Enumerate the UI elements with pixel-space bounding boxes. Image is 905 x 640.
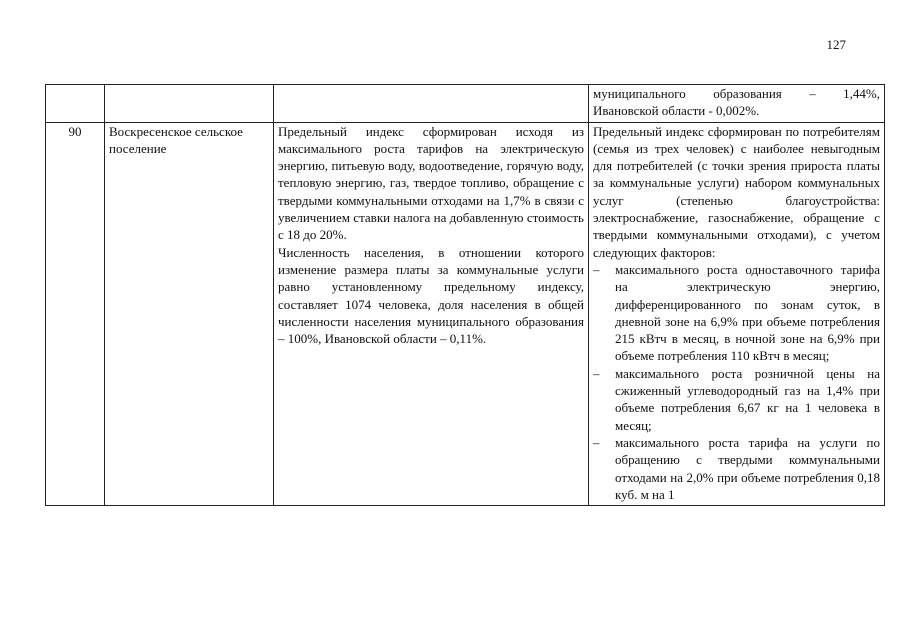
- justification-paragraph-1: Предельный индекс сформирован исходя из максимального роста тарифов на электрическую энергию, питьевую воду, водоотведение, горячую воду, тепловую энергию, газ, твердое топливо, обращение с твердыми коммунальными отходами на 1,7% в связи с увеличением ставки налога на добавленную стоимость с 18 до 20%.: [278, 123, 584, 243]
- municipality-name: Воскресенское сельское поселение: [105, 122, 274, 506]
- tariff-table: [45, 84, 885, 506]
- continuation-line-1: муниципального образования – 1,44%,: [593, 86, 880, 101]
- continuation-row: [46, 85, 885, 123]
- dash-marker: –: [593, 261, 600, 277]
- list-item-text: максимального роста одноставочного тарифа на электрическую энергию, дифференцированного по зонам суток, в дневной зоне на 6,9% при объеме потребления 215 кВтч в месяц, в ночной зоне на 6,9% при объеме потребления 110 кВтч в месяц;: [615, 261, 880, 364]
- page-number: 127: [826, 37, 846, 52]
- cell-factors: [589, 122, 885, 506]
- justification-paragraph-2: Численность населения, в отношении которого изменение размера платы за коммунальные услуги равно установленному предельному индексу, составляет 1074 человека, доля населения в общей численности населения муниципального образования – 100%, Ивановской области – 0,11%.: [278, 244, 584, 347]
- list-item: [593, 434, 880, 503]
- list-item-text: максимального роста розничной цены на сжиженный углеводородный газ на 1,4% при объеме потребления 6,67 кг на 1 человека в месяц;: [615, 365, 880, 433]
- factors-intro: Предельный индекс сформирован по потребителям (семья из трех человек) с наиболее невыгодным для потребителей (с точки зрения прироста платы за коммунальные услуги) набором коммунальных услуг (степенью благоустройства: электроснабжение, газоснабжение, обращение с твердыми коммунальными отходами), с учетом следующих факторов:: [593, 123, 880, 260]
- row-number: 90: [46, 122, 105, 506]
- dash-marker: –: [593, 365, 600, 381]
- continuation-line-2: Ивановской области - 0,002%.: [593, 103, 760, 119]
- table-row: [46, 122, 885, 506]
- cell-number-empty: [46, 85, 105, 123]
- list-item: [593, 365, 880, 434]
- factors-content: [593, 123, 880, 504]
- cell-justification-empty: [274, 85, 589, 123]
- list-item: [593, 261, 880, 365]
- cell-continuation-text: [589, 85, 885, 123]
- dash-marker: –: [593, 434, 600, 450]
- list-item-text: максимального роста тарифа на услуги по обращению с твердыми коммунальными отходами на 2,0% при объеме потребления 0,18 куб. м на 1: [615, 434, 880, 502]
- cell-justification: [274, 122, 589, 506]
- cell-name-empty: [105, 85, 274, 123]
